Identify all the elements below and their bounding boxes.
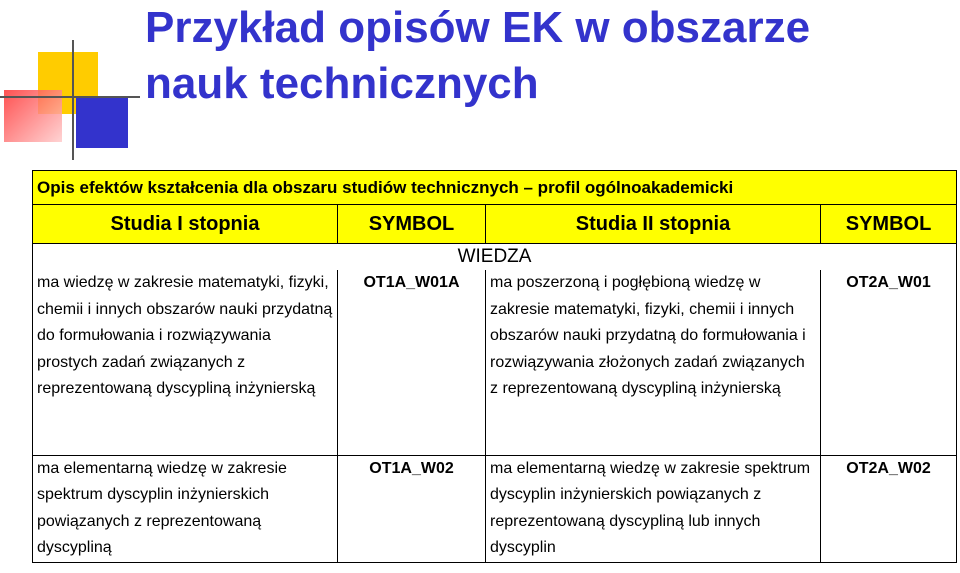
first-cycle-symbol: OT1A_W01A	[338, 270, 486, 455]
decor-blue-square	[76, 96, 128, 148]
title-line-2: nauk technicznych	[145, 59, 539, 108]
second-cycle-description: ma elementarną wiedzę w zakresie spektrum dyscyplin inżynierskich powiązanych z reprezentowaną dyscypliną lub innych dyscyplin	[486, 455, 821, 562]
slide-title	[145, 0, 945, 112]
title-line-1: Przykład opisów EK w obszarze	[145, 3, 811, 52]
decor-horizontal-line	[0, 96, 140, 98]
learning-outcomes-table	[32, 170, 957, 563]
second-cycle-description: ma poszerzoną i pogłębioną wiedzę w zakresie matematyki, fizyki, chemii i innych obszarów nauki przydatną do formułowania i rozwiązywania złożonych zadań związanych z reprezentowaną dyscypliną inżynierską	[486, 270, 821, 455]
table-header-row	[33, 205, 957, 244]
table-caption: Opis efektów kształcenia dla obszaru studiów technicznych – profil ogólnoakademicki	[33, 171, 957, 205]
header-symbol-2: SYMBOL	[821, 205, 957, 244]
second-cycle-symbol: OT2A_W02	[821, 455, 957, 562]
header-symbol-1: SYMBOL	[338, 205, 486, 244]
first-cycle-description: ma elementarną wiedzę w zakresie spektrum dyscyplin inżynierskich powiązanych z reprezentowaną dyscypliną	[33, 455, 338, 562]
table-caption-row	[33, 171, 957, 205]
second-cycle-symbol: OT2A_W01	[821, 270, 957, 455]
section-wiedza: WIEDZA	[33, 244, 957, 271]
first-cycle-symbol: OT1A_W02	[338, 455, 486, 562]
header-studia-1: Studia I stopnia	[33, 205, 338, 244]
table-row	[33, 455, 957, 562]
decor-vertical-line	[72, 40, 74, 160]
first-cycle-description: ma wiedzę w zakresie matematyki, fizyki, chemii i innych obszarów nauki przydatną do formułowania i rozwiązywania prostych zadań związanych z reprezentowaną dyscypliną inżynierską	[33, 270, 338, 455]
header-studia-2: Studia II stopnia	[486, 205, 821, 244]
section-row	[33, 244, 957, 271]
table-row	[33, 270, 957, 455]
